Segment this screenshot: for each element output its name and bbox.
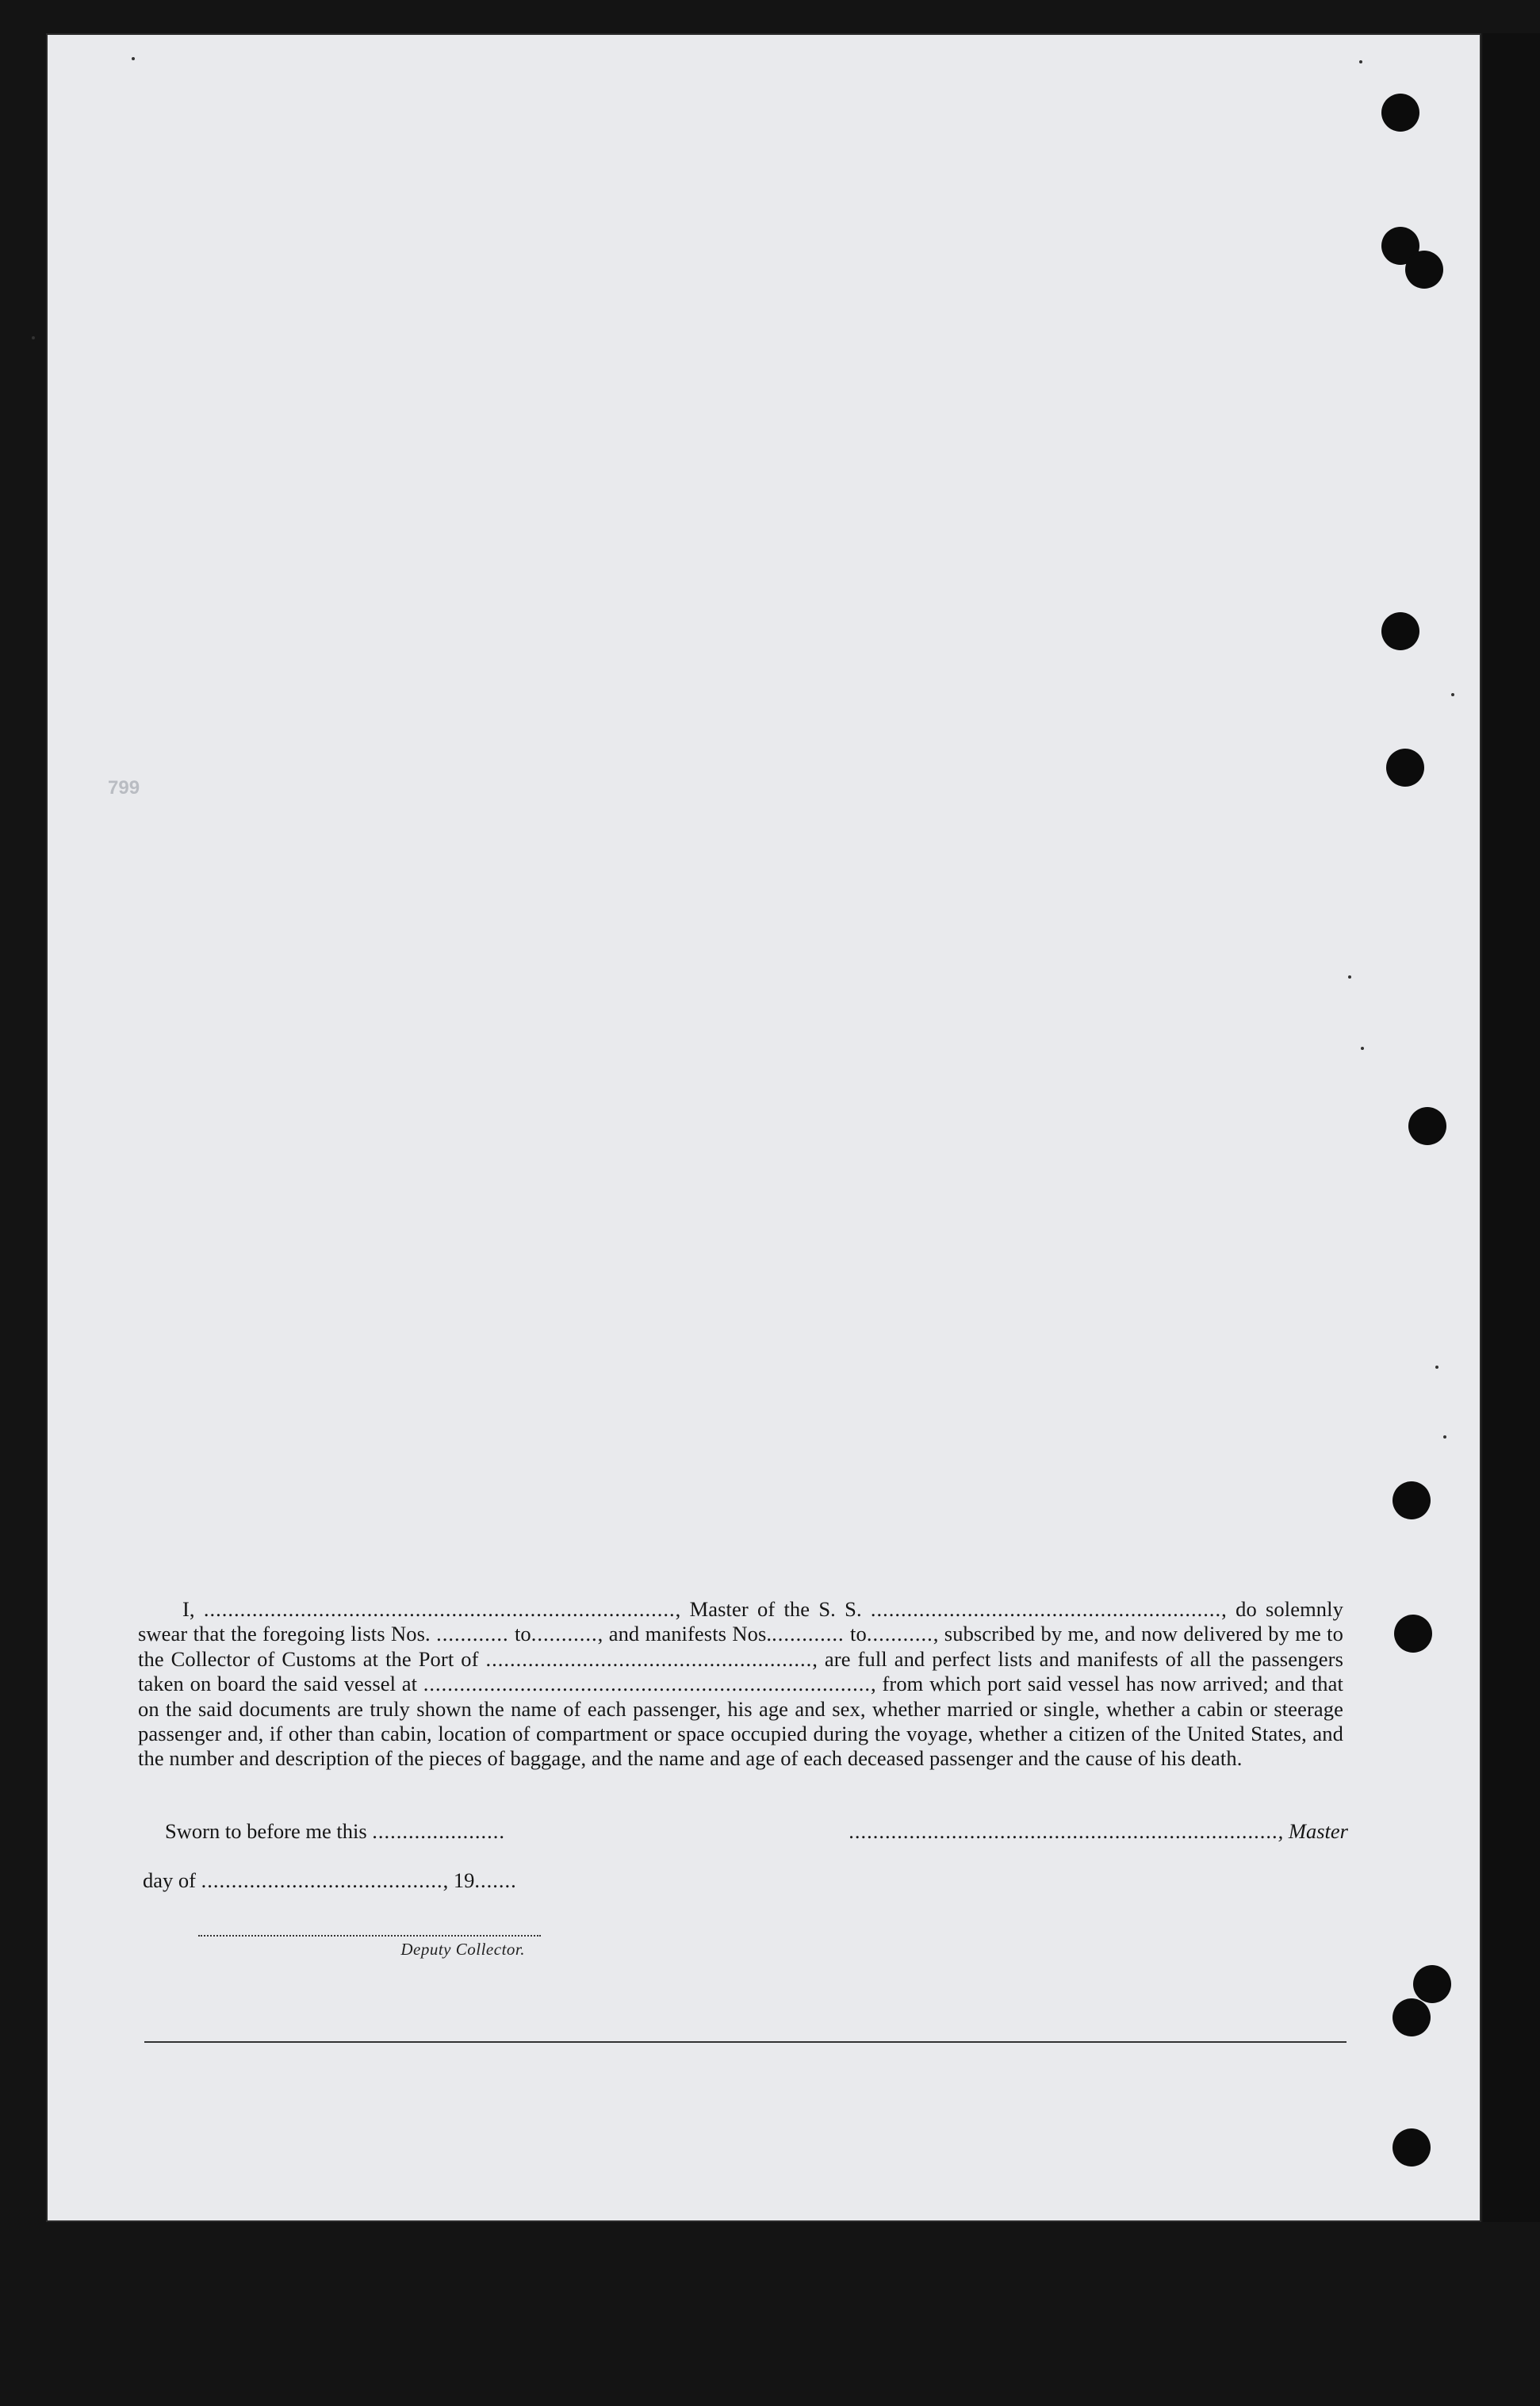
bottom-rule	[144, 2041, 1347, 2043]
master-signature-line: ......................................................................., Master	[849, 1819, 1348, 1843]
stray-mark	[1435, 1366, 1438, 1369]
punch-hole	[1393, 2128, 1431, 2167]
oath-to-2: to	[850, 1622, 867, 1646]
oath-paragraph	[138, 1597, 1343, 1772]
punch-hole	[1408, 1107, 1446, 1145]
punch-hole	[1381, 612, 1419, 650]
document-page	[46, 33, 1481, 2222]
oath-remainder: , from which port said vessel has now arrived; and that on the said documents are truly shown the name of each passenger, his age and sex, whether married or single, whether a cabin or steerage passenger and, if other than cabin, location of compartment or space occupied during the voyage, whether a citizen of the United States, and the number and description of the pieces of baggage, and the name and age of each deceased passenger and the cause of his death.	[138, 1672, 1343, 1771]
departure-port-blank: ..........................................................................	[423, 1672, 872, 1696]
lists-from-blank: ............	[436, 1622, 509, 1646]
sworn-label: Sworn to before me this	[165, 1819, 367, 1843]
year-blank: .......	[474, 1868, 517, 1892]
deputy-collector-label: Deputy Collector.	[400, 1940, 525, 1959]
binding-strip	[1483, 33, 1540, 2222]
sworn-day-blank: ......................	[372, 1819, 506, 1843]
day-of-line	[143, 1868, 517, 1893]
port-blank: ......................................................	[485, 1646, 813, 1671]
punch-hole	[1405, 251, 1443, 289]
day-of-label: day of	[143, 1868, 196, 1892]
punch-hole	[1381, 94, 1419, 132]
manifests-from-blank: ............	[772, 1622, 845, 1646]
oath-master-of-ss: , Master of the S. S.	[675, 1597, 862, 1621]
punch-hole	[1393, 1998, 1431, 2036]
oath-manifests: , and manifests Nos.	[597, 1622, 772, 1646]
stray-mark	[1359, 60, 1362, 63]
month-blank: ........................................	[201, 1868, 443, 1892]
oath-swear-lists: , do solemnly swear that the foregoing lists Nos.	[138, 1597, 1343, 1646]
master-label: Master	[1288, 1819, 1348, 1843]
oath-full-lists: , are full and perfect lists and manifests of all the passengers taken on board the said vessel at	[138, 1646, 1343, 1696]
punch-hole	[1394, 1615, 1432, 1653]
bleed-through-number: 799	[108, 777, 140, 799]
oath-i: I,	[182, 1597, 195, 1621]
lists-to-blank: ...........	[531, 1622, 598, 1646]
master-name-blank: ..............................................................................	[203, 1597, 676, 1621]
stray-mark	[1361, 1047, 1364, 1050]
oath-to: to	[514, 1622, 531, 1646]
ship-name-blank: ..........................................................	[870, 1597, 1222, 1621]
stray-mark	[1348, 975, 1351, 979]
punch-hole	[1413, 1965, 1451, 2003]
deputy-signature-line	[198, 1935, 541, 1937]
manifests-to-blank: ...........	[866, 1622, 933, 1646]
year-prefix: , 19	[442, 1868, 475, 1892]
stray-mark	[32, 336, 35, 339]
master-signature-blank: .......................................................................	[849, 1819, 1278, 1843]
stray-mark	[132, 57, 135, 60]
stray-mark	[1451, 693, 1454, 696]
stray-mark	[1443, 1435, 1446, 1439]
oath-delivered: , subscribed by me, and now delivered by me to the Collector of Customs at the Port of	[138, 1622, 1343, 1671]
punch-hole	[1386, 749, 1424, 787]
punch-hole	[1393, 1481, 1431, 1519]
sworn-line	[165, 1819, 505, 1844]
